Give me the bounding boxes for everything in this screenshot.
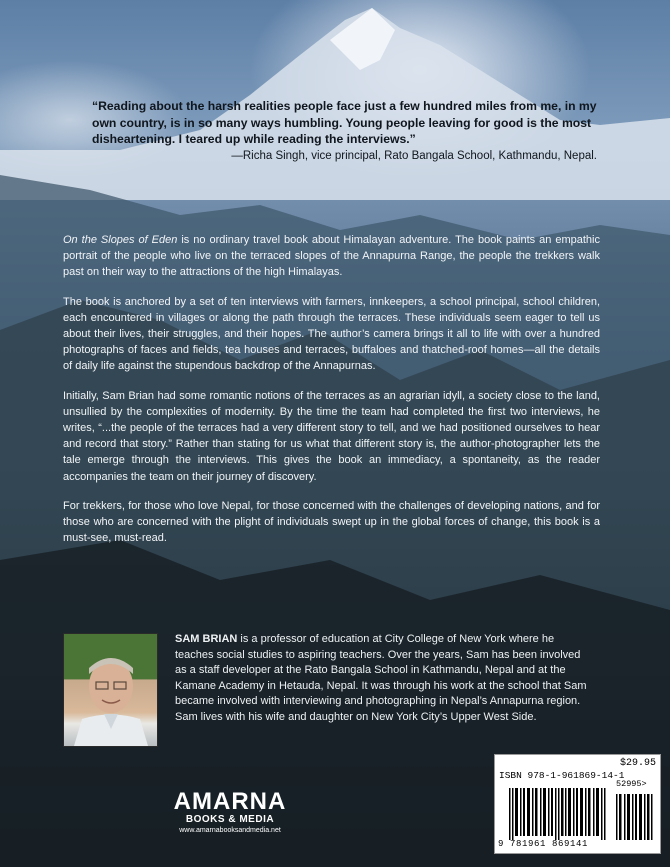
isbn-barcode xyxy=(494,754,661,854)
description-paragraph-2: The book is anchored by a set of ten interviews with farmers, innkeepers, a school principal, school children, each encountered in villages or along the path through the terraces. These individuals seem eager to tell us about their lives, their struggles, and their hopes. The author’s camera brings it all to life with over a hundred photographs of faces and fields, tea houses and terraces, buffaloes and thatched-roof homes—all the details of daily life against the stupendous backdrop of the Annapurnas. xyxy=(63,295,600,373)
author-bio-text: is a professor of education at City College of New York where he teaches social studies to aspiring teachers. Over the years, Sam has been involved as a staff developer at the Rato Bangala School in Kathmandu, Nepal and at the Kamane Academy in Hetauda, Nepal. It was through his work at the school that Sam became involved with interviewing and photographing in Nepal’s Annapurna region. Sam lives with his wife and daughter on New York City’s Upper West Side. xyxy=(175,633,587,723)
addon-code: 52995> xyxy=(616,779,647,789)
endorsement-quote xyxy=(92,98,597,164)
quote-text: “Reading about the harsh realities people face just a few hundred miles from me, in my own country, is in so many ways humbling. Young people leaving for good is the most disheartening. I teared up while reading the interviews.” xyxy=(92,99,597,146)
price-label: $29.95 xyxy=(619,758,656,769)
description-paragraph-4: For trekkers, for those who love Nepal, for those concerned with the challenges of developing nations, and for those who are concerned with the plight of individuals swept up in the global forces of change, this book is a must-see, must-read. xyxy=(63,499,600,545)
publisher-url: www.amarnabooksandmedia.net xyxy=(179,827,281,834)
addon-barcode-bars xyxy=(616,788,656,840)
publisher-logo xyxy=(165,790,295,836)
book-description xyxy=(63,232,600,559)
author-photo xyxy=(63,633,158,747)
description-paragraph-1-text: is no ordinary travel book about Himalayan adventure. The book paints an empathic portrait of the people who live on the terraced slopes of the Annapurna Range, the people the trekkers walk past on their way to the attractions of the high Himalayas. xyxy=(63,234,600,279)
quote-attribution: —Richa Singh, vice principal, Rato Bangala School, Kathmandu, Nepal. xyxy=(231,149,597,162)
isbn-label: ISBN 978-1-961869-14-1 xyxy=(499,770,625,781)
barcode-bars xyxy=(509,788,609,840)
author-portrait xyxy=(64,634,157,746)
author-bio xyxy=(175,632,590,726)
description-paragraph-1 xyxy=(63,232,600,281)
barcode-digits: 9 781961 869141 xyxy=(498,839,589,849)
author-name: SAM BRIAN xyxy=(175,633,238,645)
publisher-name: AMARNA xyxy=(173,788,287,815)
publisher-subtitle: BOOKS & MEDIA xyxy=(185,814,275,825)
book-title: On the Slopes of Eden xyxy=(63,234,178,246)
description-paragraph-3: Initially, Sam Brian had some romantic notions of the terraces as an agrarian idyll, a society close to the land, unsullied by the complexities of modernity. By the time the team had completed the first two interviews, he writes, “...the people of the terraces had a very different story to tell, and we had positioned ourselves to hear and record that story.” Rather than stating for us what that different story is, the author-photographer lets the tale emerge through the interviews. This gives the book an immediacy, a spontaneity, as the reader accompanies the team on their journey of discovery. xyxy=(63,389,600,483)
